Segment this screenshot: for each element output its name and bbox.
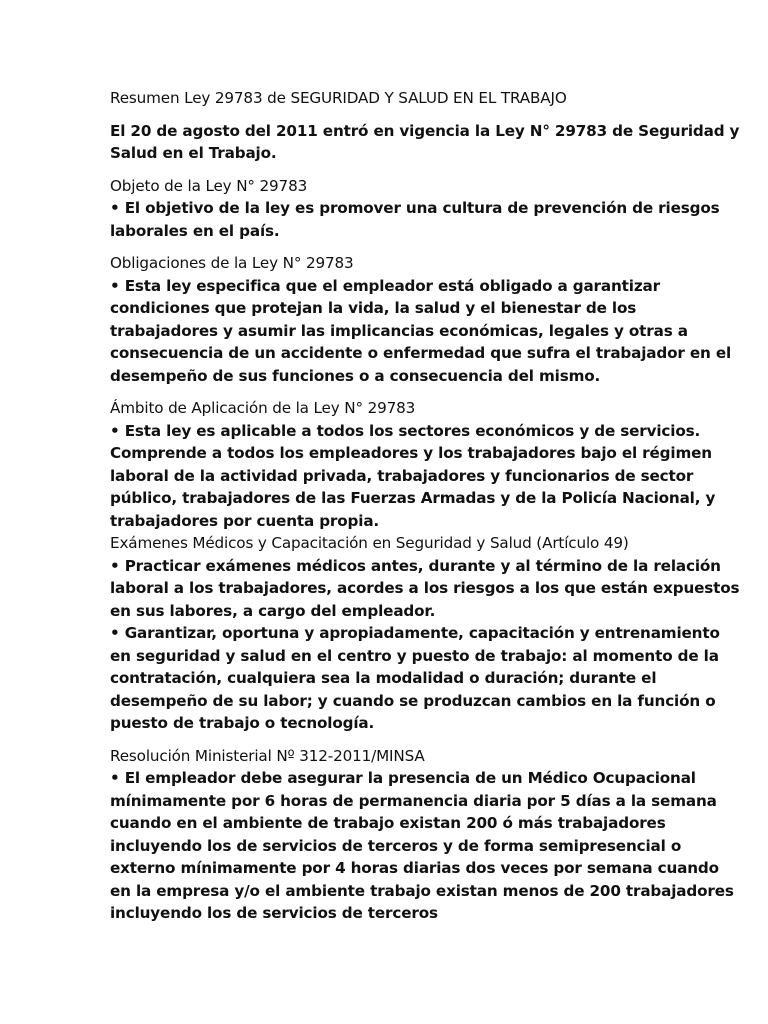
- section-line: laboral a los trabajadores, acordes a los riesgos a los que están expuestos: [110, 579, 740, 597]
- section-obligaciones: [110, 252, 732, 387]
- section-line: puesto de trabajo o tecnología.: [110, 714, 375, 732]
- intro-line: El 20 de agosto del 2011 entró en vigencia la Ley N° 29783 de Seguridad y: [110, 121, 740, 140]
- section-line: • Esta ley especifica que el empleador está obligado a garantizar: [110, 276, 660, 295]
- section-line: en sus labores, a cargo del empleador.: [110, 601, 436, 620]
- section-line: consecuencia de un accidente o enfermedad que sufra el trabajador en el: [110, 344, 732, 362]
- section-ambito: [110, 397, 716, 532]
- document-title-paragraph: [110, 87, 658, 110]
- section-line: externo mínimamente por 4 horas diarias dos veces por semana cuando: [110, 859, 719, 877]
- section-heading: Ámbito de Aplicación de la Ley N° 29783: [110, 399, 416, 417]
- section-heading: Exámenes Médicos y Capacitación en Seguridad y Salud (Artículo 49): [110, 534, 629, 552]
- section-line: mínimamente por 6 horas de permanencia diaria por 5 días a la semana: [110, 791, 717, 810]
- section-line: laborales en el país.: [110, 221, 280, 240]
- section-line: desempeño de su labor; y cuando se produzcan cambios en la función o: [110, 691, 716, 710]
- section-line: condiciones que protejan la vida, la salud y el bienestar de los: [110, 299, 637, 317]
- section-line: Comprende a todos los empleadores y los trabajadores bajo el régimen: [110, 444, 712, 462]
- section-examenes: [110, 532, 740, 735]
- section-line: en la empresa y/o el ambiente trabajo existan menos de 200 trabajadores: [110, 881, 734, 900]
- section-line: trabajadores por cuenta propia.: [110, 511, 380, 530]
- section-line: • Garantizar, oportuna y apropiadamente, capacitación y entrenamiento: [110, 624, 720, 642]
- document-page: [110, 87, 740, 935]
- section-line: contratación, cualquiera sea la modalidad o duración; durante el: [110, 669, 657, 687]
- section-heading: Resolución Ministerial Nº 312-2011/MINSA: [110, 746, 425, 765]
- section-line: • El empleador debe asegurar la presencia de un Médico Ocupacional: [110, 769, 696, 787]
- section-line: trabajadores y asumir las implicancias económicas, legales y otras a: [110, 321, 688, 340]
- document-title: Resumen Ley 29783 de SEGURIDAD Y SALUD EN EL TRABAJO: [110, 89, 567, 107]
- section-line: público, trabajadores de las Fuerzas Armadas y de la Policía Nacional, y: [110, 489, 716, 507]
- intro-paragraph: [110, 120, 740, 165]
- section-line: • El objetivo de la ley es promover una cultura de prevención de riesgos: [110, 199, 720, 217]
- section-line: • Esta ley es aplicable a todos los sectores económicos y de servicios.: [110, 421, 701, 440]
- section-objeto: [110, 175, 720, 243]
- section-heading: Obligaciones de la Ley N° 29783: [110, 254, 354, 272]
- section-line: incluyendo los de servicios de terceros: [110, 904, 438, 922]
- section-line: laboral de la actividad privada, trabajadores y funcionarios de sector: [110, 466, 694, 485]
- section-line: • Practicar exámenes médicos antes, durante y al término de la relación: [110, 556, 721, 575]
- section-line: cuando en el ambiente de trabajo existan 200 ó más trabajadores: [110, 814, 666, 832]
- intro-line: Salud en el Trabajo.: [110, 144, 277, 162]
- section-line: desempeño de sus funciones o a consecuencia del mismo.: [110, 366, 601, 385]
- section-resolucion: [110, 745, 734, 925]
- section-line: en seguridad y salud en el centro y puesto de trabajo: al momento de la: [110, 646, 719, 665]
- section-line: incluyendo los de servicios de terceros y de forma semipresencial o: [110, 836, 682, 855]
- section-heading: Objeto de la Ley N° 29783: [110, 176, 308, 195]
